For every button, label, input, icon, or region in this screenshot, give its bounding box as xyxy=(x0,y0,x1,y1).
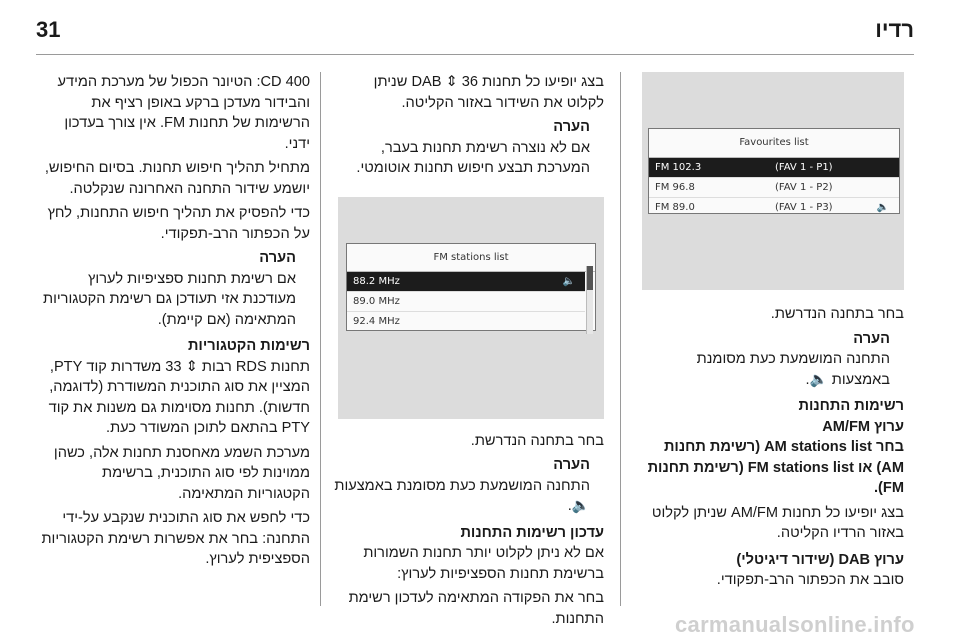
header-divider xyxy=(36,54,914,55)
caption-select-station: בחר בתחנה הנדרשת. xyxy=(770,306,904,322)
para-update: אם לא ניתן לקלוט יותר תחנות השמורות ברשימת תחנות הספציפיות לערוץ: xyxy=(363,545,604,582)
para-display-stations: בצג יופיעו כל תחנות AM/FM שניתן לקלוט באזור הרדיו הקליטה. xyxy=(651,504,904,541)
column-divider xyxy=(620,72,621,606)
heading-am-fm: ערוץ AM/FM xyxy=(822,418,904,435)
list-item: FM 102.3 (FAV 1 - P1) xyxy=(649,158,899,178)
para-search-type: כדי לחפש את סוג התוכנית שנקבע על-ידי התחנה: בחר את אפשרות רשימת הקטגוריות הספציפית לערוץ. xyxy=(41,510,310,567)
list-item: 92.4 MHz xyxy=(347,312,585,332)
favourites-list-screenshot xyxy=(642,72,904,290)
speaker-icon: 🔈 xyxy=(876,201,889,213)
para-search: מתחיל תהליך חיפוש תחנות. בסיום החיפוש, יושמע שידור התחנה האחרונה שנקלטה. xyxy=(44,160,310,197)
speaker-icon: 🔈 xyxy=(562,276,575,287)
fm-list-title: FM stations list xyxy=(347,244,595,273)
para-sort: מערכת השמע מאחסנת תחנות אלה, כשהן ממוינות לפי סוג התוכנית, ברשימת הקטגוריות המתאימה. xyxy=(53,444,310,502)
caption-select-station: בחר בתחנה הנדרשת. xyxy=(470,432,604,449)
para-select-list: בחר AM stations list (רשימת תחנות AM) או FM stations list (רשימת תחנות FM). xyxy=(647,439,904,496)
favourites-title: Favourites list xyxy=(649,129,899,158)
para-cancel: כדי להפסיק את תהליך חיפוש התחנות, לחץ על הכפתור הרב-תפקודי. xyxy=(47,205,310,242)
para-dab-rotate: סובב את הכפתור הרב-תפקודי. xyxy=(716,572,904,588)
fm-stations-screen xyxy=(346,243,596,331)
heading-dab: ערוץ DAB (שידור דיגיטלי) xyxy=(736,551,904,568)
note-text: התחנה המושמעת כעת מסומנת באמצעות 🔈. xyxy=(334,477,590,514)
fm-stations-screenshot xyxy=(338,197,604,419)
watermark: carmanualsonline.info xyxy=(675,612,915,637)
list-item: 89.0 MHz xyxy=(347,292,585,312)
list-item: 88.2 MHz 🔈 xyxy=(347,272,585,292)
note-title: הערה xyxy=(553,119,590,135)
para-dab-display: בצג יופיעו כל תחנות DAB ⇕ 36 שניתן לקלוט את השידור באזור הקליטה. xyxy=(373,74,604,111)
section-title: רדיו xyxy=(875,17,914,42)
note-title: הערה xyxy=(259,250,296,266)
para-choose-command: בחר את הפקודה המתאימה לעדכון רשימת התחנות. xyxy=(348,590,604,627)
para-rds: תחנות RDS רבות ⇕ 33 משדרות קוד PTY, המציין את סוג התוכנית המשודרת (לדוגמה, חדשות). תחנות מסוימות גם משנות את קוד PTY בהתאם לתוכן המשודר כעת. xyxy=(48,358,310,436)
note-text: אם לא נוצרה רשימת תחנות בעבר, המערכת תבצע חיפוש תחנות אוטומטי. xyxy=(356,139,590,176)
page-number: 31 xyxy=(36,17,61,42)
list-item: FM 96.8 (FAV 1 - P2) xyxy=(649,178,899,198)
list-item: FM 89.0 (FAV 1 - P3) 🔈 xyxy=(649,198,899,218)
note-text: התחנה המושמעת כעת מסומנת באמצעות 🔈. xyxy=(696,351,890,388)
column-divider xyxy=(320,72,321,606)
page-header xyxy=(36,10,914,50)
heading-station-lists: רשימות התחנות xyxy=(798,398,904,414)
heading-categories: רשימות הקטגוריות xyxy=(187,338,310,354)
favourites-screen xyxy=(648,128,900,214)
heading-update-lists: עדכון רשימות התחנות xyxy=(460,524,604,541)
para-cd400: CD 400: הטיונר הכפול של מערכת המידע והבידור מעדכן ברקע באופן רציף את הרשימות של תחנות FM. אין צורך בעדכון ידני. xyxy=(57,74,310,152)
note-title: הערה xyxy=(553,457,590,473)
left-column xyxy=(40,72,310,574)
note-title: הערה xyxy=(853,330,890,347)
list-scrollbar xyxy=(586,266,593,334)
note-text: אם רשימת תחנות ספציפיות לערוץ מעודכנת אזי תעודכן גם רשימת הקטגוריות המתאימה (אם קיימת). xyxy=(42,270,296,328)
right-column xyxy=(642,72,904,595)
middle-column xyxy=(334,72,604,633)
